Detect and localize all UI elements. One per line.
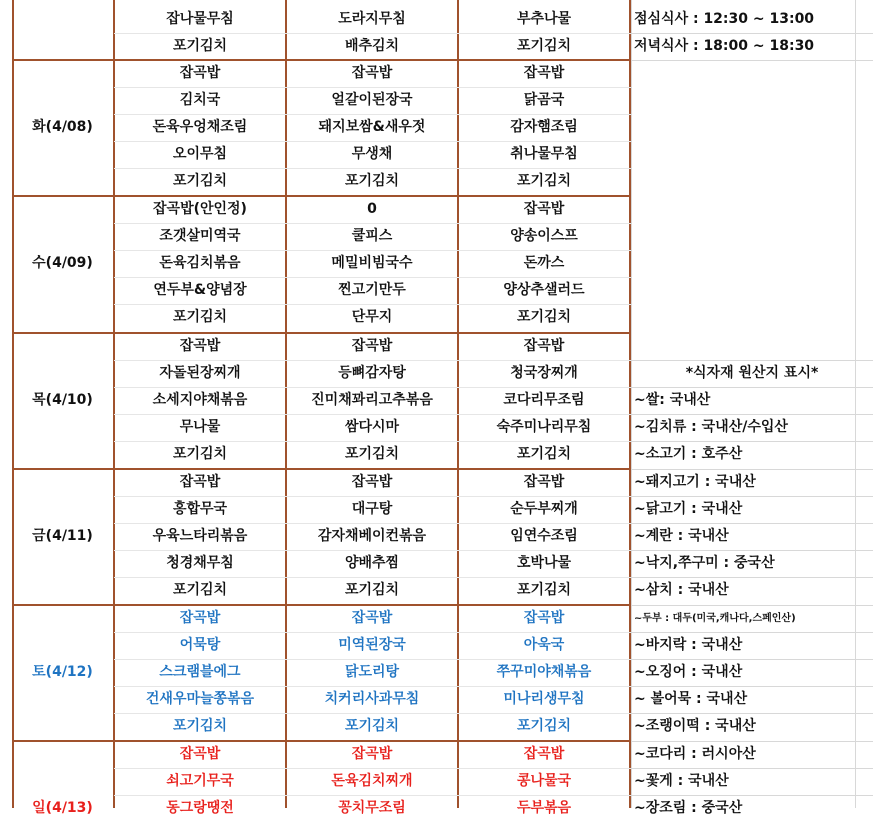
menu-cell: 포기김치 — [344, 173, 400, 189]
menu-cell: 잡곡밥 — [351, 474, 393, 490]
row-divider — [114, 141, 631, 142]
menu-cell: 포기김치 — [172, 309, 228, 325]
menu-cell: 포기김치 — [344, 582, 400, 598]
menu-cell: 잡곡밥 — [179, 746, 221, 762]
row-divider — [114, 577, 631, 578]
menu-cell: 우육느타리볶음 — [152, 528, 248, 544]
menu-cell: 순두부찌개 — [510, 501, 578, 517]
menu-cell: 스크램블에그 — [159, 664, 241, 680]
menu-cell: 포기김치 — [516, 173, 572, 189]
origin-item: ~계란 : 국내산 — [634, 528, 729, 544]
menu-cell: 어묵탕 — [179, 637, 221, 653]
menu-cell: 쌈다시마 — [344, 419, 400, 435]
note-divider — [631, 605, 873, 606]
day-separator — [12, 59, 631, 61]
menu-cell: 포기김치 — [344, 446, 400, 462]
menu-cell: 감자햄조림 — [510, 119, 578, 135]
menu-cell: 도라지무침 — [338, 11, 406, 27]
origin-title: *식자재 원산지 표시* — [685, 365, 819, 381]
menu-cell: 숙주미나리무침 — [496, 419, 592, 435]
menu-cell: 포기김치 — [516, 309, 572, 325]
origin-item: ~낙지,쭈구미 : 중국산 — [634, 555, 775, 571]
menu-cell: 미역된장국 — [338, 637, 406, 653]
row-divider — [114, 304, 631, 305]
menu-cell: 건새우마늘쫑볶음 — [145, 691, 255, 707]
menu-cell: 잡곡밥 — [179, 610, 221, 626]
day-label: 토(4/12) — [32, 664, 93, 680]
menu-cell: 대구탕 — [351, 501, 393, 517]
origin-item: ~소고기 : 호주산 — [634, 446, 743, 462]
menu-cell: 콩나물국 — [516, 773, 572, 789]
day-separator — [12, 468, 631, 470]
day-label: 일(4/13) — [32, 800, 93, 816]
menu-cell: 치커리사과무침 — [324, 691, 420, 707]
menu-cell: 잡곡밥 — [351, 65, 393, 81]
note-divider — [631, 659, 873, 660]
day-separator — [12, 604, 631, 606]
note-divider — [631, 523, 873, 524]
row-divider — [114, 768, 631, 769]
origin-item: ~장조림 : 중국산 — [634, 800, 743, 816]
row-divider — [114, 659, 631, 660]
note-divider — [631, 496, 873, 497]
note-divider — [631, 360, 873, 361]
note-divider — [631, 441, 873, 442]
menu-cell: 포기김치 — [516, 582, 572, 598]
day-label: 화(4/08) — [32, 119, 93, 135]
row-divider — [114, 441, 631, 442]
menu-cell: 부추나물 — [516, 11, 572, 27]
menu-cell: 닭곰국 — [523, 92, 565, 108]
menu-cell: 배추김치 — [344, 38, 400, 54]
menu-cell: 포기김치 — [516, 38, 572, 54]
origin-item: ~ 볼어묵 : 국내산 — [634, 691, 748, 707]
dinner-time: 저녁식사 : 18:00 ~ 18:30 — [634, 38, 815, 54]
menu-cell: 소세지야채볶음 — [152, 392, 248, 408]
menu-cell: 포기김치 — [344, 718, 400, 734]
row-divider — [114, 114, 631, 115]
day-label: 수(4/09) — [32, 255, 93, 271]
menu-cell: 양상추샐러드 — [503, 282, 585, 298]
menu-cell: 잡곡밥 — [523, 610, 565, 626]
origin-item: ~코다리 : 러시아산 — [634, 746, 756, 762]
origin-item: ~쌀: 국내산 — [634, 392, 711, 408]
menu-cell: 청경채무침 — [166, 555, 234, 571]
note-divider — [631, 632, 873, 633]
menu-cell: 잡나물무침 — [166, 11, 234, 27]
origin-item: ~삼치 : 국내산 — [634, 582, 729, 598]
menu-cell: 닭도리탕 — [344, 664, 400, 680]
origin-item: ~바지락 : 국내산 — [634, 637, 743, 653]
note-divider — [631, 768, 873, 769]
origin-item: ~김치류 : 국내산/수입산 — [634, 419, 788, 435]
menu-cell: 쭈꾸미야채볶음 — [496, 664, 592, 680]
note-divider — [631, 387, 873, 388]
menu-cell: 쿨피스 — [351, 228, 393, 244]
menu-cell: 얼갈이된장국 — [331, 92, 413, 108]
menu-cell: 무생채 — [351, 146, 393, 162]
menu-cell: 잡곡밥 — [523, 65, 565, 81]
menu-cell: 진미채꽈리고추볶음 — [311, 392, 433, 408]
menu-cell: 잡곡밥 — [351, 610, 393, 626]
menu-cell: 0 — [367, 201, 377, 217]
note-divider — [631, 713, 873, 714]
origin-item: ~닭고기 : 국내산 — [634, 501, 743, 517]
note-divider — [631, 795, 873, 796]
menu-cell: 오이무침 — [172, 146, 228, 162]
menu-cell: 잡곡밥 — [523, 746, 565, 762]
note-divider — [631, 414, 873, 415]
lunch-time: 점심식사 : 12:30 ~ 13:00 — [634, 11, 815, 27]
menu-cell: 청국장찌개 — [510, 365, 578, 381]
row-divider — [114, 33, 631, 34]
origin-item: ~꽃게 : 국내산 — [634, 773, 729, 789]
menu-cell: 아욱국 — [523, 637, 565, 653]
row-divider — [114, 387, 631, 388]
menu-cell: 돈육우엉채조림 — [152, 119, 248, 135]
row-divider — [114, 550, 631, 551]
menu-cell: 잡곡밥 — [523, 201, 565, 217]
note-divider — [631, 550, 873, 551]
row-divider — [114, 250, 631, 251]
menu-cell: 양송이스프 — [510, 228, 578, 244]
origin-item: ~오징어 : 국내산 — [634, 664, 743, 680]
note-divider — [631, 741, 873, 742]
menu-cell: 잡곡밥(안인정) — [153, 201, 247, 217]
menu-cell: 취나물무침 — [510, 146, 578, 162]
day-separator — [12, 740, 631, 742]
menu-cell: 조갯살미역국 — [159, 228, 241, 244]
menu-cell: 단무지 — [351, 309, 393, 325]
menu-cell: 잡곡밥 — [523, 474, 565, 490]
menu-cell: 잡곡밥 — [179, 65, 221, 81]
menu-cell: 포기김치 — [172, 38, 228, 54]
origin-item: ~돼지고기 : 국내산 — [634, 474, 756, 490]
menu-cell: 홍합무국 — [172, 501, 228, 517]
table-border — [12, 0, 14, 808]
menu-cell: 잡곡밥 — [179, 338, 221, 354]
menu-cell: 돈육김치찌개 — [331, 773, 413, 789]
menu-cell: 잡곡밥 — [179, 474, 221, 490]
menu-cell: 호박나물 — [516, 555, 572, 571]
row-divider — [114, 277, 631, 278]
note-divider — [631, 577, 873, 578]
menu-cell: 쇠고기무국 — [166, 773, 234, 789]
menu-cell: 포기김치 — [516, 446, 572, 462]
menu-cell: 감자채베이컨볶음 — [317, 528, 427, 544]
menu-cell: 메밀비빔국수 — [331, 255, 413, 271]
origin-item: ~조랭이떡 : 국내산 — [634, 718, 756, 734]
menu-cell: 돼지보쌈&새우젓 — [318, 119, 426, 135]
menu-cell: 꽁치무조림 — [338, 800, 406, 816]
note-divider — [631, 33, 873, 34]
menu-cell: 포기김치 — [172, 446, 228, 462]
menu-cell: 돈까스 — [523, 255, 565, 271]
menu-cell: 자돌된장찌개 — [159, 365, 241, 381]
menu-cell: 임연수조림 — [510, 528, 578, 544]
menu-cell: 등뼈감자탕 — [338, 365, 406, 381]
day-separator — [12, 195, 631, 197]
menu-cell: 양배추찜 — [344, 555, 400, 571]
menu-cell: 미나리생무침 — [503, 691, 585, 707]
row-divider — [114, 496, 631, 497]
menu-cell: 포기김치 — [172, 718, 228, 734]
menu-cell: 포기김치 — [172, 173, 228, 189]
menu-cell: 잡곡밥 — [523, 338, 565, 354]
menu-cell: 무나물 — [179, 419, 221, 435]
row-divider — [114, 686, 631, 687]
row-divider — [114, 223, 631, 224]
row-divider — [114, 523, 631, 524]
row-divider — [114, 414, 631, 415]
menu-cell: 찐고기만두 — [338, 282, 406, 298]
menu-cell: 포기김치 — [516, 718, 572, 734]
row-divider — [114, 168, 631, 169]
origin-item: ~두부 : 대두(미국,캐나다,스페인산) — [634, 613, 796, 624]
menu-cell: 포기김치 — [172, 582, 228, 598]
menu-cell: 잡곡밥 — [351, 746, 393, 762]
menu-cell: 잡곡밥 — [351, 338, 393, 354]
note-divider — [631, 60, 873, 61]
menu-cell: 두부볶음 — [516, 800, 572, 816]
menu-cell: 동그랑땡전 — [166, 800, 234, 816]
menu-cell: 코다리무조림 — [503, 392, 585, 408]
menu-cell: 연두부&양념장 — [153, 282, 247, 298]
row-divider — [114, 713, 631, 714]
row-divider — [114, 795, 631, 796]
row-divider — [114, 87, 631, 88]
row-divider — [114, 360, 631, 361]
note-divider — [631, 469, 873, 470]
day-label: 목(4/10) — [32, 392, 93, 408]
row-divider — [114, 632, 631, 633]
day-label: 금(4/11) — [32, 528, 93, 544]
day-separator — [12, 332, 631, 334]
menu-cell: 김치국 — [179, 92, 221, 108]
note-divider — [631, 686, 873, 687]
menu-cell: 돈육김치볶음 — [159, 255, 241, 271]
